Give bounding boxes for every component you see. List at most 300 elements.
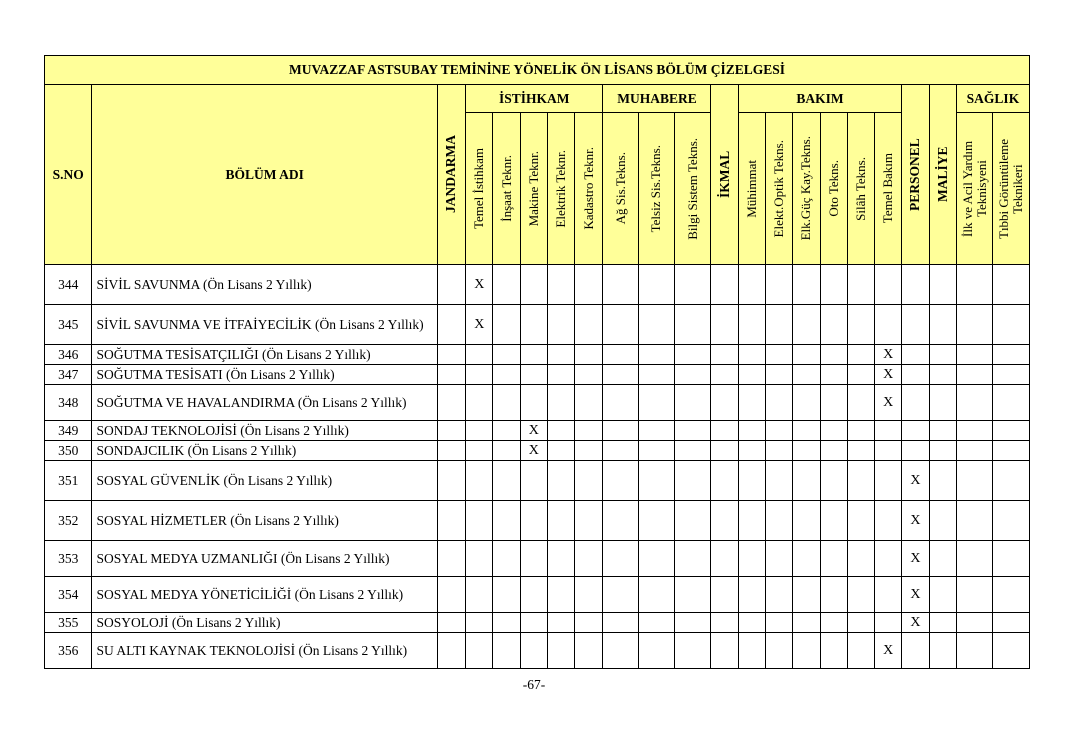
empty-cell — [820, 577, 847, 613]
table-row — [45, 633, 1030, 669]
col-header-maliye: MALİYE — [929, 85, 956, 265]
empty-cell — [437, 265, 465, 305]
empty-cell — [766, 613, 793, 633]
empty-cell — [847, 365, 874, 385]
empty-cell — [820, 613, 847, 633]
empty-cell — [520, 613, 547, 633]
empty-cell — [575, 441, 603, 461]
empty-cell — [575, 385, 603, 421]
row-mark: X — [902, 461, 929, 501]
empty-cell — [575, 501, 603, 541]
empty-cell — [738, 345, 765, 365]
table-row — [45, 501, 1030, 541]
col-header-temel-bakim: Temel Bakım — [875, 113, 902, 265]
sno-header: S.NO — [45, 85, 92, 265]
empty-cell — [466, 421, 493, 441]
empty-cell — [847, 441, 874, 461]
empty-cell — [993, 541, 1030, 577]
empty-cell — [820, 541, 847, 577]
empty-cell — [929, 385, 956, 421]
col-header-muhimmat: Mühimmat — [738, 113, 765, 265]
row-sno: 344 — [45, 265, 92, 305]
empty-cell — [902, 265, 929, 305]
empty-cell — [638, 461, 674, 501]
empty-cell — [675, 501, 711, 541]
empty-cell — [956, 345, 992, 365]
col-header-elektrik: Elektrik Teknr. — [547, 113, 574, 265]
empty-cell — [820, 441, 847, 461]
empty-cell — [638, 613, 674, 633]
row-bolum-adi: SOĞUTMA TESİSATÇILIĞI (Ön Lisans 2 Yıllık) — [92, 345, 437, 365]
empty-cell — [675, 541, 711, 577]
empty-cell — [793, 633, 820, 669]
col-header-bilgi-sistem: Bilgi Sistem Tekns. — [675, 113, 711, 265]
empty-cell — [437, 385, 465, 421]
empty-cell — [547, 577, 574, 613]
empty-cell — [575, 345, 603, 365]
empty-cell — [793, 345, 820, 365]
empty-cell — [493, 633, 520, 669]
empty-cell — [575, 421, 603, 441]
row-bolum-adi: SİVİL SAVUNMA (Ön Lisans 2 Yıllık) — [92, 265, 437, 305]
empty-cell — [520, 265, 547, 305]
empty-cell — [820, 305, 847, 345]
empty-cell — [956, 461, 992, 501]
col-header-kadastro: Kadastro Teknr. — [575, 113, 603, 265]
empty-cell — [466, 501, 493, 541]
empty-cell — [738, 305, 765, 345]
empty-cell — [929, 421, 956, 441]
col-header-jandarma: JANDARMA — [437, 85, 465, 265]
empty-cell — [793, 385, 820, 421]
empty-cell — [437, 365, 465, 385]
empty-cell — [738, 613, 765, 633]
empty-cell — [575, 305, 603, 345]
empty-cell — [738, 265, 765, 305]
empty-cell — [675, 461, 711, 501]
empty-cell — [520, 305, 547, 345]
empty-cell — [711, 577, 738, 613]
empty-cell — [929, 265, 956, 305]
empty-cell — [603, 265, 638, 305]
empty-cell — [929, 633, 956, 669]
empty-cell — [875, 461, 902, 501]
col-header-makine: Makine Teknr. — [520, 113, 547, 265]
empty-cell — [711, 441, 738, 461]
row-mark: X — [466, 265, 493, 305]
empty-cell — [638, 305, 674, 345]
empty-cell — [956, 265, 992, 305]
table-row — [45, 421, 1030, 441]
empty-cell — [711, 385, 738, 421]
empty-cell — [993, 345, 1030, 365]
empty-cell — [437, 421, 465, 441]
row-bolum-adi: SİVİL SAVUNMA VE İTFAİYECİLİK (Ön Lisans 2 Yıllık) — [92, 305, 437, 345]
empty-cell — [466, 633, 493, 669]
empty-cell — [711, 633, 738, 669]
empty-cell — [437, 633, 465, 669]
col-header-ikmal: İKMAL — [711, 85, 738, 265]
empty-cell — [437, 345, 465, 365]
empty-cell — [820, 421, 847, 441]
empty-cell — [766, 461, 793, 501]
row-mark: X — [902, 541, 929, 577]
empty-cell — [993, 385, 1030, 421]
empty-cell — [793, 265, 820, 305]
empty-cell — [520, 461, 547, 501]
empty-cell — [793, 613, 820, 633]
empty-cell — [929, 541, 956, 577]
empty-cell — [711, 613, 738, 633]
header-group-row — [45, 85, 1030, 113]
empty-cell — [766, 265, 793, 305]
group-header-bakim: BAKIM — [738, 85, 902, 113]
col-header-insaat: İnşaat Teknr. — [493, 113, 520, 265]
empty-cell — [793, 501, 820, 541]
empty-cell — [437, 541, 465, 577]
empty-cell — [875, 441, 902, 461]
row-sno: 354 — [45, 577, 92, 613]
empty-cell — [638, 633, 674, 669]
row-bolum-adi: SOĞUTMA TESİSATI (Ön Lisans 2 Yıllık) — [92, 365, 437, 385]
empty-cell — [603, 345, 638, 365]
empty-cell — [675, 365, 711, 385]
col-header-oto: Oto Tekns. — [820, 113, 847, 265]
empty-cell — [929, 461, 956, 501]
empty-cell — [675, 613, 711, 633]
empty-cell — [711, 345, 738, 365]
empty-cell — [437, 501, 465, 541]
empty-cell — [766, 385, 793, 421]
empty-cell — [493, 365, 520, 385]
row-sno: 345 — [45, 305, 92, 345]
group-header-saglik: SAĞLIK — [956, 85, 1029, 113]
empty-cell — [847, 461, 874, 501]
table-row — [45, 385, 1030, 421]
col-header-ag-sis: Ağ Sis.Tekns. — [603, 113, 638, 265]
empty-cell — [638, 385, 674, 421]
empty-cell — [675, 441, 711, 461]
empty-cell — [547, 633, 574, 669]
empty-cell — [437, 577, 465, 613]
empty-cell — [766, 305, 793, 345]
empty-cell — [993, 441, 1030, 461]
empty-cell — [547, 541, 574, 577]
empty-cell — [847, 345, 874, 365]
empty-cell — [956, 541, 992, 577]
empty-cell — [847, 421, 874, 441]
empty-cell — [675, 385, 711, 421]
empty-cell — [675, 421, 711, 441]
empty-cell — [638, 421, 674, 441]
empty-cell — [603, 613, 638, 633]
empty-cell — [820, 265, 847, 305]
empty-cell — [956, 421, 992, 441]
empty-cell — [793, 365, 820, 385]
empty-cell — [738, 441, 765, 461]
row-sno: 356 — [45, 633, 92, 669]
empty-cell — [466, 365, 493, 385]
empty-cell — [638, 345, 674, 365]
table-row — [45, 541, 1030, 577]
empty-cell — [847, 633, 874, 669]
empty-cell — [956, 613, 992, 633]
empty-cell — [902, 421, 929, 441]
empty-cell — [820, 365, 847, 385]
empty-cell — [929, 577, 956, 613]
col-header-elk-guc: Elk.Güç Kay.Tekns. — [793, 113, 820, 265]
empty-cell — [466, 345, 493, 365]
empty-cell — [956, 365, 992, 385]
table-row — [45, 305, 1030, 345]
empty-cell — [766, 365, 793, 385]
col-header-temel-istihkam: Temel İstihkam — [466, 113, 493, 265]
empty-cell — [993, 265, 1030, 305]
empty-cell — [520, 385, 547, 421]
empty-cell — [575, 613, 603, 633]
empty-cell — [847, 265, 874, 305]
empty-cell — [820, 501, 847, 541]
page-number: -67- — [522, 677, 546, 692]
empty-cell — [520, 541, 547, 577]
row-bolum-adi: SONDAJ TEKNOLOJİSİ (Ön Lisans 2 Yıllık) — [92, 421, 437, 441]
empty-cell — [902, 633, 929, 669]
empty-cell — [575, 633, 603, 669]
table-body — [45, 265, 1030, 669]
row-sno: 347 — [45, 365, 92, 385]
empty-cell — [520, 365, 547, 385]
row-sno: 346 — [45, 345, 92, 365]
empty-cell — [638, 541, 674, 577]
empty-cell — [993, 577, 1030, 613]
row-bolum-adi: SONDAJCILIK (Ön Lisans 2 Yıllık) — [92, 441, 437, 461]
empty-cell — [766, 501, 793, 541]
empty-cell — [993, 305, 1030, 345]
row-sno: 355 — [45, 613, 92, 633]
empty-cell — [493, 501, 520, 541]
table-row — [45, 441, 1030, 461]
empty-cell — [711, 421, 738, 441]
empty-cell — [738, 541, 765, 577]
empty-cell — [493, 305, 520, 345]
empty-cell — [711, 541, 738, 577]
empty-cell — [603, 305, 638, 345]
empty-cell — [738, 461, 765, 501]
empty-cell — [493, 441, 520, 461]
empty-cell — [820, 461, 847, 501]
empty-cell — [547, 501, 574, 541]
empty-cell — [902, 345, 929, 365]
empty-cell — [711, 461, 738, 501]
empty-cell — [711, 365, 738, 385]
col-header-silah: Silâh Tekns. — [847, 113, 874, 265]
empty-cell — [929, 345, 956, 365]
empty-cell — [575, 265, 603, 305]
row-bolum-adi: SOSYAL MEDYA UZMANLIĞI (Ön Lisans 2 Yıllık) — [92, 541, 437, 577]
empty-cell — [493, 385, 520, 421]
empty-cell — [875, 577, 902, 613]
row-mark: X — [520, 421, 547, 441]
col-header-personel: PERSONEL — [902, 85, 929, 265]
empty-cell — [520, 633, 547, 669]
empty-cell — [575, 541, 603, 577]
row-mark: X — [520, 441, 547, 461]
empty-cell — [437, 305, 465, 345]
table-row — [45, 577, 1030, 613]
empty-cell — [575, 365, 603, 385]
col-header-elekt-optik: Elekt.Optik Tekns. — [766, 113, 793, 265]
empty-cell — [547, 385, 574, 421]
empty-cell — [466, 577, 493, 613]
empty-cell — [547, 365, 574, 385]
empty-cell — [493, 265, 520, 305]
table-row — [45, 265, 1030, 305]
bolum-table — [44, 55, 1030, 669]
empty-cell — [675, 265, 711, 305]
empty-cell — [466, 441, 493, 461]
empty-cell — [466, 461, 493, 501]
row-bolum-adi: SOĞUTMA VE HAVALANDIRMA (Ön Lisans 2 Yıllık) — [92, 385, 437, 421]
empty-cell — [738, 385, 765, 421]
empty-cell — [993, 501, 1030, 541]
empty-cell — [738, 501, 765, 541]
group-header-istihkam: İSTİHKAM — [466, 85, 603, 113]
empty-cell — [675, 345, 711, 365]
row-sno: 349 — [45, 421, 92, 441]
empty-cell — [547, 461, 574, 501]
empty-cell — [993, 461, 1030, 501]
empty-cell — [547, 613, 574, 633]
empty-cell — [711, 265, 738, 305]
empty-cell — [820, 633, 847, 669]
empty-cell — [766, 441, 793, 461]
empty-cell — [875, 541, 902, 577]
empty-cell — [603, 577, 638, 613]
row-mark: X — [902, 613, 929, 633]
empty-cell — [493, 461, 520, 501]
empty-cell — [929, 365, 956, 385]
empty-cell — [793, 421, 820, 441]
empty-cell — [575, 461, 603, 501]
empty-cell — [902, 385, 929, 421]
empty-cell — [902, 365, 929, 385]
table-row — [45, 613, 1030, 633]
empty-cell — [466, 613, 493, 633]
empty-cell — [793, 541, 820, 577]
empty-cell — [902, 441, 929, 461]
empty-cell — [547, 421, 574, 441]
empty-cell — [875, 265, 902, 305]
empty-cell — [547, 305, 574, 345]
empty-cell — [603, 385, 638, 421]
empty-cell — [711, 305, 738, 345]
empty-cell — [793, 461, 820, 501]
empty-cell — [638, 501, 674, 541]
empty-cell — [493, 421, 520, 441]
empty-cell — [711, 501, 738, 541]
empty-cell — [437, 441, 465, 461]
table-row — [45, 365, 1030, 385]
empty-cell — [766, 633, 793, 669]
empty-cell — [547, 441, 574, 461]
row-sno: 350 — [45, 441, 92, 461]
empty-cell — [875, 613, 902, 633]
empty-cell — [875, 501, 902, 541]
empty-cell — [956, 633, 992, 669]
empty-cell — [793, 305, 820, 345]
empty-cell — [820, 385, 847, 421]
empty-cell — [675, 305, 711, 345]
col-header-tibbi-goruntuleme: Tıbbi Görüntüleme Teknikeri — [993, 113, 1030, 265]
empty-cell — [603, 441, 638, 461]
empty-cell — [638, 365, 674, 385]
empty-cell — [766, 541, 793, 577]
row-sno: 352 — [45, 501, 92, 541]
group-header-muhabere: MUHABERE — [603, 85, 711, 113]
empty-cell — [675, 633, 711, 669]
row-mark: X — [875, 365, 902, 385]
empty-cell — [956, 577, 992, 613]
row-bolum-adi: SU ALTI KAYNAK TEKNOLOJİSİ (Ön Lisans 2 Yıllık) — [92, 633, 437, 669]
empty-cell — [437, 613, 465, 633]
empty-cell — [993, 613, 1030, 633]
table-title: MUVAZZAF ASTSUBAY TEMİNİNE YÖNELİK ÖN LİSANS BÖLÜM ÇİZELGESİ — [45, 56, 1030, 85]
empty-cell — [793, 441, 820, 461]
table-row — [45, 461, 1030, 501]
row-bolum-adi: SOSYOLOJİ (Ön Lisans 2 Yıllık) — [92, 613, 437, 633]
empty-cell — [520, 577, 547, 613]
row-mark: X — [875, 385, 902, 421]
empty-cell — [638, 265, 674, 305]
bolum-adi-header: BÖLÜM ADI — [92, 85, 437, 265]
row-bolum-adi: SOSYAL HİZMETLER (Ön Lisans 2 Yıllık) — [92, 501, 437, 541]
empty-cell — [993, 365, 1030, 385]
empty-cell — [875, 421, 902, 441]
row-sno: 348 — [45, 385, 92, 421]
empty-cell — [902, 305, 929, 345]
col-header-telsiz-sis: Telsiz Sis.Tekns. — [638, 113, 674, 265]
row-bolum-adi: SOSYAL MEDYA YÖNETİCİLİĞİ (Ön Lisans 2 Yıllık) — [92, 577, 437, 613]
empty-cell — [956, 305, 992, 345]
empty-cell — [575, 577, 603, 613]
empty-cell — [738, 633, 765, 669]
row-sno: 351 — [45, 461, 92, 501]
empty-cell — [547, 345, 574, 365]
empty-cell — [820, 345, 847, 365]
row-mark: X — [902, 501, 929, 541]
empty-cell — [847, 305, 874, 345]
empty-cell — [847, 541, 874, 577]
empty-cell — [603, 633, 638, 669]
empty-cell — [929, 501, 956, 541]
empty-cell — [956, 385, 992, 421]
empty-cell — [793, 577, 820, 613]
row-mark: X — [466, 305, 493, 345]
empty-cell — [603, 421, 638, 441]
empty-cell — [738, 421, 765, 441]
empty-cell — [766, 345, 793, 365]
row-sno: 353 — [45, 541, 92, 577]
empty-cell — [847, 577, 874, 613]
empty-cell — [929, 613, 956, 633]
empty-cell — [603, 461, 638, 501]
empty-cell — [993, 421, 1030, 441]
empty-cell — [638, 441, 674, 461]
empty-cell — [603, 501, 638, 541]
empty-cell — [437, 461, 465, 501]
empty-cell — [929, 305, 956, 345]
empty-cell — [738, 365, 765, 385]
